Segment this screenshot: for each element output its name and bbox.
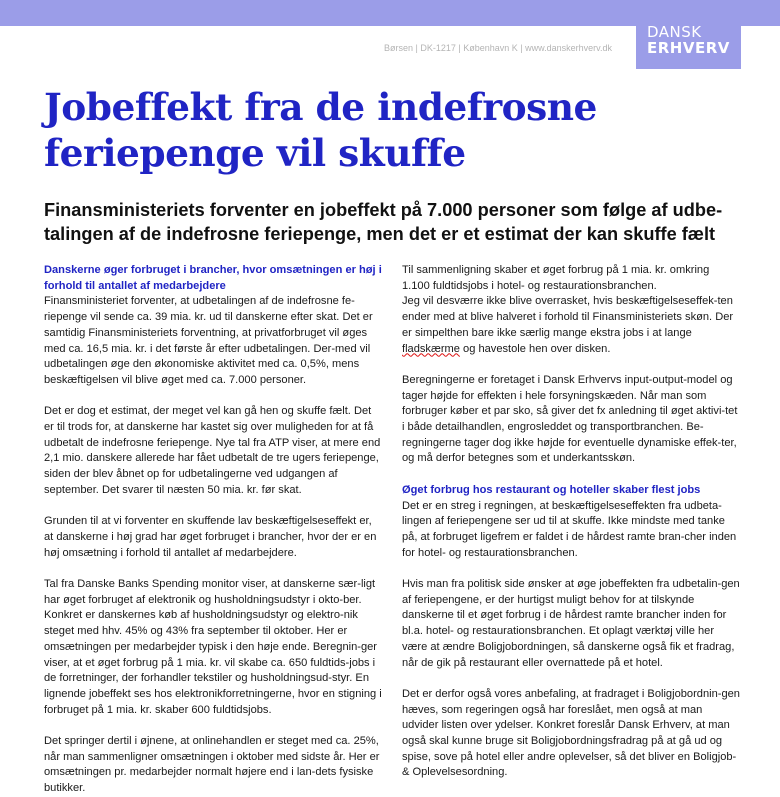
paragraph: Hvis man fra politisk side ønsker at øge jobeffekten fra udbetalin-gen af feriepengene, er der hurtigst muligt behov for at tilskynde danskerne til et øget forbrug i de hårdest ramte brancher inden for bl.a. hotel- og restaurationsbranchen. Et oplagt værktøj ville her være at ændre Boligjobordningen, så danskerne også fik et fradrag, når de gik på restaurant eller overnattede på et hotel. xyxy=(402,578,740,669)
section-heading-forbrug: Danskerne øger forbruget i brancher, hvor omsætningen er høj i forhold til antallet af medarbejdere xyxy=(44,264,382,292)
paragraph: Det springer dertil i øjnene, at onlinehandlen er steget med ca. 25%, når man sammenligner omsætningen i oktober med sidste år. Her er omsætningen pr. medarbejder normalt højere end i lan-dets fysiske butikker. xyxy=(44,735,380,795)
paragraph: Til sammenligning skaber et øget forbrug på 1 mia. kr. omkring 1.100 fuldtidsjobs i hotel- og restaurationsbranchen. xyxy=(402,264,710,292)
page-title: Jobeffekt fra de indefrosne feriepenge vil skuffe xyxy=(44,85,597,175)
section-heading-restaurant: Øget forbrug hos restaurant og hoteller skaber flest jobs xyxy=(402,483,701,496)
paragraph: Tal fra Danske Banks Spending monitor viser, at danskerne sær-ligt har øget forbruget af elektronik og husholdningsudstyr i okto-ber. Konkret er danskernes køb af husholdningsudstyr og elektro-nik steget med hhv. 45% og 43% fra september til oktober. Her er omsætningen per medarbejder typisk i den høje ende. Beregnin-ger viser, at et øget forbrug på 1 mia. kr. vil skabe ca. 650 fuldtids-jobs i de forretninger, der forhandler tekstiler og husholdningsud-styr. En lignende jobeffekt ses hos elektronikforretningerne, hvor en stigning i forbruget på 1 mia. kr. skaber 600 fuldtidsjobs. xyxy=(44,578,382,716)
page-subtitle: Finansministeriets forventer en jobeffekt på 7.000 personer som følge af udbe-talingen af de indefrosne feriepenge, men det er et estimat der kan skuffe fælt xyxy=(44,200,723,244)
misspelled-word: fladskærme xyxy=(402,342,460,355)
text-run: og havestole hen over disken. xyxy=(459,342,611,355)
dansk-erhverv-logo xyxy=(636,0,741,69)
paragraph: Det er derfor også vores anbefaling, at fradraget i Boligjobordnin-gen hæves, som regeringen også har foreslået, men også at man udvider listen over ydelser. Konkret foreslår Dansk Erhverv, at man også skal kunne bruge sit Boligjobordningsfradrag på at gå ud og spise, sove på hotel eller andre oplevelser, så det bliver en Boligjob- & Oplevelsesordning. xyxy=(402,687,740,779)
paragraph: Det er en streg i regningen, at beskæftigelseseffekten fra udbeta-lingen af feriepengene ser ud til at skuffe. Ikke mindste med tanke på, at forbruget ligefrem er faldet i de hårdest ramte bran-cher inden for hotel- og restaurationsbranchen. xyxy=(402,499,737,559)
header-address: Børsen | DK-1217 | København K | www.danskerhverv.dk xyxy=(384,43,612,53)
logo-line-2: ERHVERV xyxy=(647,39,730,57)
paragraph: Det er dog et estimat, der meget vel kan gå hen og skuffe fælt. Det er til trods for, at danskerne har kastet sig over muligheden for at få udbetalt de indefrosne feriepenge. Nye tal fra ATP viser, at mere end 2,1 mio. danskere allerede har fået udbetalt de tre ugers feriepenge, siden der blev åbnet op for udbetalingerne ved udgangen af september. Det svarer til næsten 50 mia. kr. før skat. xyxy=(44,405,381,496)
paragraph xyxy=(402,294,740,357)
paragraph: Beregningerne er foretaget i Dansk Erhvervs input-output-model og tager højde for effekten i hele forsyningskæden. Når man som forbruger køber et par sko, så giver det fx anledning til øget aktivi-tet i både detailhandlen, engrosleddet og transportbranchen. Be-regningerne tager dog ikke højde for eventuelle dynamiske effek-ter, og må derfor betegnes som et underkantsskøn. xyxy=(402,373,738,465)
paragraph: Finansministeriet forventer, at udbetalingen af de indefrosne fe-riepenge vil sende ca. 39 mia. kr. ud til danskerne efter skat. Det er samtidig Finansministeriets forventning, at privatforbruget vil øges med ca. 16,5 mia. kr. i det første år efter udbetalingen. Der-med vil udbetalingen øge den økonomiske aktivitet med ca. 0,5%, mens beskæftigelsen vil blive øget med ca. 7.000 personer. xyxy=(44,295,373,386)
paragraph: Grunden til at vi forventer en skuffende lav beskæftigelseseffekt er, at danskerne i høj grad har øget forbruget i brancher, hvor der er en høj omsætning i forhold til antallet af medarbejdere. xyxy=(44,515,377,559)
logo-line-1: DANSK xyxy=(647,23,702,41)
text-run: Jeg vil desværre ikke blive overrasket, hvis beskæftigelseseffek-ten ender med at blive halveret i forhold til Finansministeriets skøn. Der er simpelthen bare ikke særlig mange ekstra jobs i at lange xyxy=(402,295,734,339)
column-right xyxy=(402,263,740,781)
column-left xyxy=(44,263,382,797)
